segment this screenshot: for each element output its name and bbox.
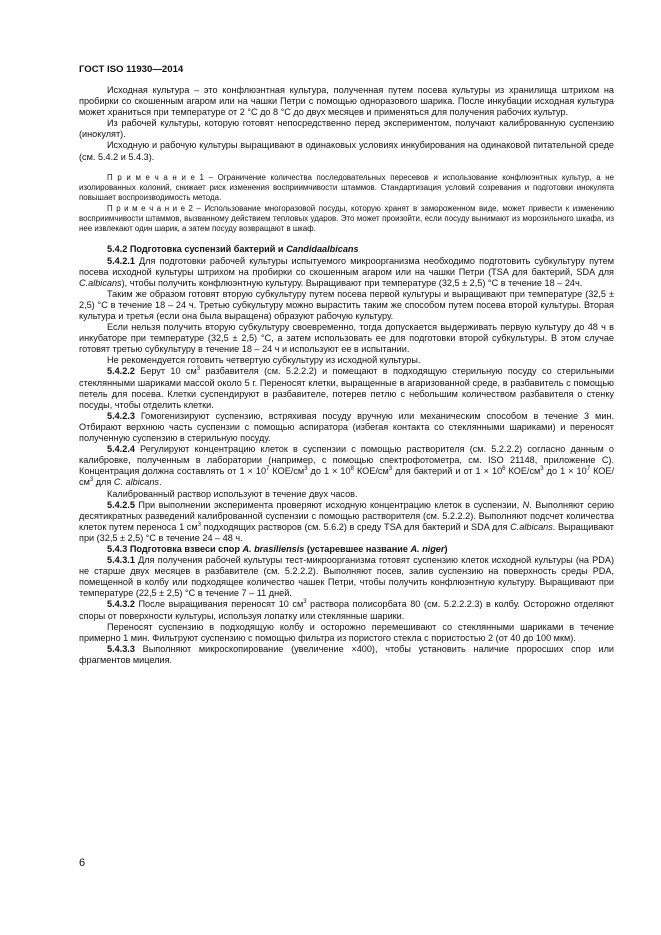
- clause-text: до 1 × 10: [307, 466, 351, 477]
- superscript: 3: [197, 521, 201, 528]
- superscript: 7: [586, 466, 591, 473]
- clause-5-4-2-5: [79, 500, 614, 544]
- clause-5-4-3-1: [79, 555, 614, 599]
- paragraph: Переносят суспензию в подходящую колбу и осторожно перемешивают со стеклянными шариками в течение примерно 1 мин. Фильтруют суспензию с помощью фильтра из пористого стекла с пористостью 2 (от 40 до 100 мкм).: [79, 621, 614, 643]
- superscript: 8: [350, 466, 354, 473]
- clause-text: .: [159, 477, 162, 488]
- clause-5-4-3-2: [79, 599, 614, 621]
- clause-number: 5.4.3.3: [107, 643, 135, 654]
- clause-text: для: [93, 477, 114, 488]
- clause-text: . Выполняют серию десятикратных разведений калиброванной суспензии с помощью растворителя (см. 5.2.2.2). Выполняют подсчет количества клеток путем переноса 1 см: [79, 499, 614, 532]
- superscript: 6: [502, 466, 506, 473]
- clause-5-4-2-1: [79, 256, 614, 289]
- heading-text: 5.4.3 Подготовка взвеси спор: [107, 543, 243, 554]
- clause-text: После выращивания переносят 10 см: [134, 599, 304, 610]
- page-body: [79, 85, 614, 666]
- clause-number: 5.4.3.2: [107, 599, 135, 610]
- superscript: 3: [196, 366, 201, 373]
- clause-number: 5.4.2.2: [107, 366, 135, 377]
- clause-text: ), чтобы получить конфлюэнтную культуру. Выращивают при температуре (32,5 ± 2,5) °C в течение 18 – 24ч.: [121, 277, 583, 288]
- clause-text: КОЕ/см: [505, 466, 541, 477]
- paragraph: Исходная культура – это конфлюэнтная культура, полученная путем посева культуры из хранилища штрихом на пробирки со скошенным агаром или на чашки Петри с помощью одноразового шарика. После инкубации исходная культура может храниться при температуре от 2 °C до 8 °C до двух месяцев и применяться для получения рабочих культур.: [79, 85, 614, 118]
- clause-text: для бактерий и от 1 × 10: [392, 466, 503, 477]
- clause-number: 5.4.3.1: [107, 555, 135, 566]
- superscript: 3: [89, 477, 94, 484]
- heading-text-italic: Candidaalbicans: [286, 244, 359, 255]
- clause-5-4-2-3: [79, 411, 614, 444]
- heading-text: (устаревшее название: [304, 543, 411, 554]
- superscript: 7: [266, 466, 270, 473]
- clause-text: . Выращивают при (32,5 ± 2,5) °C в течение 24 – 48 ч.: [79, 521, 614, 543]
- clause-text-italic: C. albicans: [113, 477, 159, 488]
- clause-text: разбавителя (см. 5.2.2.2) и помещают в подходящую стерильную посуду со стерильными стеклянными шариками массой около 5 г. Переносят клетки, выращенные в агаризованной среде, в разбавитель с помощью петель для посева. Клетки суспендируют в разбавителе, потерев петлю с небольшим количеством разбавителя о стенку посуды, чтобы отделить клетки.: [79, 366, 614, 410]
- paragraph: Таким же образом готовят вторую субкультуру путем посева первой культуры и выращивают при температуре (32,5 ± 2,5) °C в течение 18 – 24 ч. Третью субкультуру можно вырастить таким же способом путем посева второй культуры. Вторая культура и третья (если она была выращена) образуют рабочую культуру.: [79, 288, 614, 321]
- paragraph: Не рекомендуется готовить четвертую субкультуру из исходной культуры.: [107, 355, 421, 366]
- clause-text-italic: N: [522, 499, 530, 510]
- section-heading-5-4-2: [79, 244, 614, 255]
- section-heading-5-4-3: [79, 544, 614, 555]
- clause-text: КОЕ/см: [79, 466, 615, 488]
- clause-number: 5.4.2.1: [107, 255, 135, 266]
- paragraph: Из рабочей культуры, которую готовят непосредственно перед экспериментом, получают калиброванную суспензию (инокулят).: [79, 118, 614, 140]
- note-1: П р и м е ч а н и е 1 – Ограничение количества последовательных пересевов и использование конфлюэнтных культур, а не изолированных колоний, снижает риск изменения восприимчивости штаммов. Стандартизация условий созревания и подготовки инокулята повышает воспроизводимость метода.: [79, 172, 614, 203]
- clause-text-italic: C.albicans: [79, 277, 122, 288]
- paragraph: Исходную и рабочую культуры выращивают в одинаковых условиях инкубирования на одинаковой питательной среде (см. 5.4.2 и 5.4.3).: [79, 140, 614, 162]
- superscript: 3: [388, 466, 393, 473]
- clause-5-4-2-2: [79, 366, 614, 410]
- clause-text: Гомогенизируют суспензию, встряхивая посуду вручную или механическим способом в течение 3 мин. Отбирают верхнюю часть суспензии с помощью аспиратора (избегая контакта со стеклянными шариками) и переносят полученную суспензию в стерильную посуду.: [79, 410, 614, 444]
- paragraph: Если нельзя получить вторую субкультуру своевременно, тогда допускается выдерживать первую культуру до 48 ч в инкубаторе при температуре (32,5 ± 2,5) °C, а затем использовать ее для подготовки второй субкультуры. В этом случае готовят третью субкультуру в течение 18 – 24 ч и используют ее в испытании.: [79, 322, 614, 355]
- heading-text-italic: A. brasiliensis: [242, 543, 305, 554]
- clause-text-italic: C.albicans: [510, 521, 553, 532]
- superscript: 3: [303, 599, 307, 606]
- superscript: 3: [304, 466, 308, 473]
- heading-text-italic: A. niger: [410, 543, 445, 554]
- clause-text: Для подготовки рабочей культуры испытуемого микроорганизма необходимо подготовить субкультуру путем посева исходной культуры штрихом на пробирки со скошенным агаром или на чашки Петри (TSA для бактерий, SDA для: [79, 255, 614, 277]
- clause-text: При выполнении эксперимента проверяют исходную концентрацию клеток в суспензии,: [134, 499, 523, 510]
- page-number: 6: [79, 857, 86, 869]
- clause-number: 5.4.2.3: [107, 410, 135, 421]
- clause-text: Выполняют микроскопирование (увеличение ×400), чтобы установить наличие проросших спор или фрагментов мицелия.: [79, 643, 614, 665]
- clause-text: КОЕ/см: [269, 466, 305, 477]
- clause-text: КОЕ/см: [353, 466, 389, 477]
- note-2: П р и м е ч а н и е 2 – Использование многоразовой посуды, которую хранят в замороженном виде, может привести к изменению восприимчивости штаммов, вызванному действием тепловых ударов. Это может произойти, если посуду вынимают из морозильного шкафа, из нее извлекают один шарик, а затем посуду возвращают в шкаф.: [79, 203, 614, 234]
- clause-text: раствора полисорбата 80 (см. 5.2.2.2.3) в колбу. Осторожно отделяют споры от поверхности культуры, используя лопатку или стеклянные шарики.: [79, 599, 614, 621]
- clause-5-4-2-4: [79, 444, 614, 488]
- running-header: ГОСТ ISO 11930—2014: [79, 64, 184, 75]
- clause-number: 5.4.2.4: [107, 444, 135, 455]
- heading-text: 5.4.2 Подготовка суспензий бактерий и: [107, 244, 287, 255]
- clause-text: подходящих растворов (см. 5.6.2) в среду TSA для бактерий и SDA для: [200, 521, 511, 532]
- heading-text: ): [444, 543, 448, 554]
- paragraph: Калиброванный раствор используют в течение двух часов.: [107, 488, 358, 499]
- clause-text: Для получения рабочей культуры тест-микроорганизма готовят суспензию клеток исходной культуры (на PDA) не старше двух месяцев в разбавителе (см. 5.2.2.2). Выполняют посев, залив суспензию на поверхность среды PDA, помещенной в колбу или подходящее количество чашек Петри, чтобы получить конфлюэнтную культуру. Выращивают при температуре (22,5 ± 2,5) °C в течение 7 – 11 дней.: [79, 555, 614, 599]
- superscript: 3: [540, 466, 544, 473]
- clause-text: Регулируют концентрацию клеток в суспензии с помощью растворителя (см. 5.2.2.2) согласно данным о калибровке, полученным в лаборатории (например, с помощью спектрофотометра, см. ISO 21148, приложение C). Концентрация должна составлять от 1 × 10: [79, 444, 614, 477]
- clause-text: Берут 10 см: [134, 366, 197, 377]
- clause-number: 5.4.2.5: [107, 499, 135, 510]
- clause-5-4-3-3: [79, 644, 614, 666]
- clause-text: до 1 × 10: [543, 466, 587, 477]
